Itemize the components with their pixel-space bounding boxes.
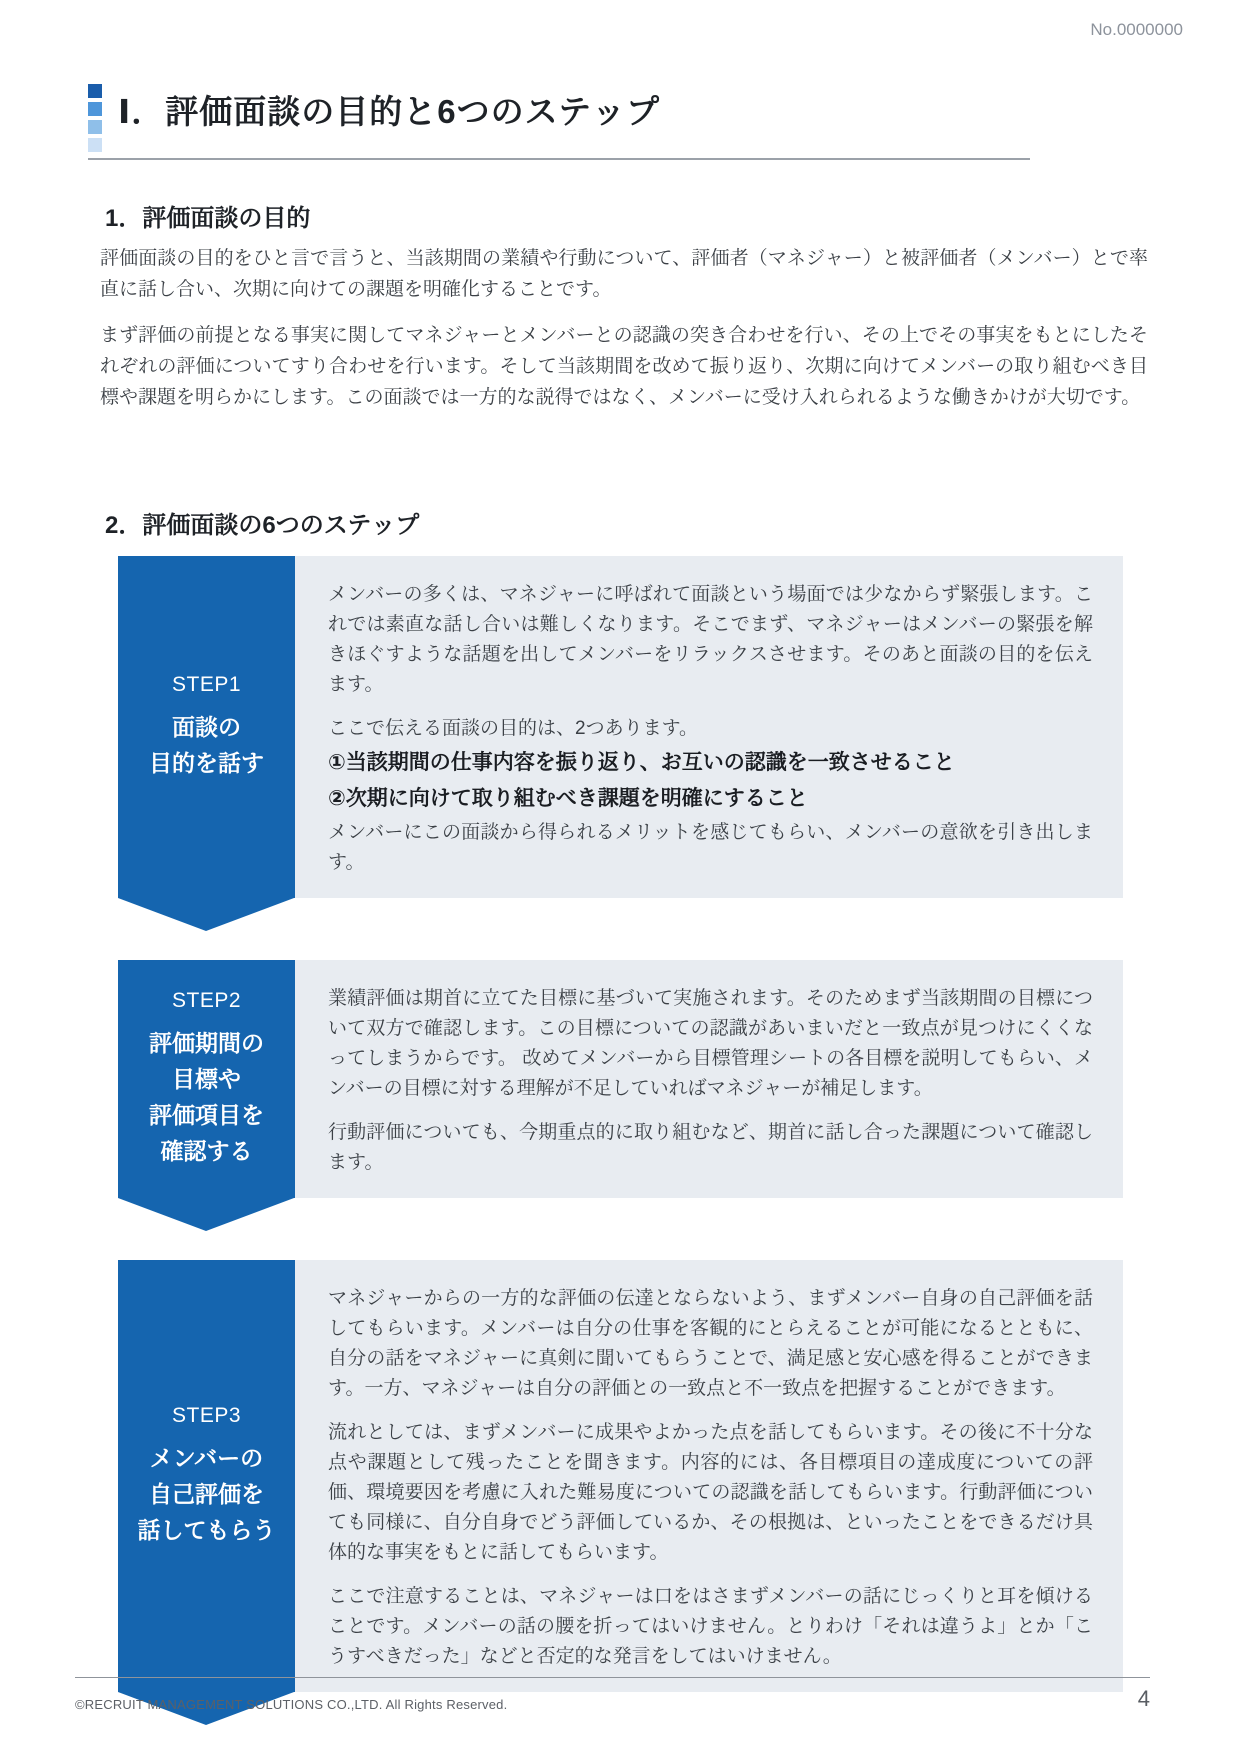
section1-paragraphs — [100, 243, 1148, 428]
step3-title-line: メンバーの — [149, 1445, 264, 1471]
title-block — [88, 84, 660, 152]
step1-arrow — [118, 556, 295, 898]
step1-label: STEP1 — [171, 673, 242, 696]
accent-square-1 — [88, 84, 102, 98]
steps-list — [118, 556, 1123, 1754]
footer-copyright: ©RECRUIT MANAGEMENT SOLUTIONS CO.,LTD. All Rights Reserved. — [75, 1697, 508, 1712]
title-accent-squares — [88, 84, 102, 152]
step2-title-line: 目標や — [172, 1066, 241, 1092]
step2-content — [295, 960, 1123, 1198]
step2-paragraph: 行動評価についても、今期重点的に取り組むなど、期首に話し合った課題について確認します。 — [328, 1122, 1093, 1173]
step1-bold-point-1: ①当該期間の仕事内容を振り返り、お互いの認識を一致させること — [328, 751, 955, 774]
section1-heading: 1．評価面談の目的 — [105, 205, 311, 232]
step3-label: STEP3 — [171, 1404, 242, 1427]
step1-paragraph: メンバーの多くは、マネジャーに呼ばれて面談という場面では少なからず緊張します。これでは素直な話し合いは難しくなります。そこでまず、マネジャーはメンバーの緊張を解きほぐすような話題を出してメンバーをリラックスさせます。そのあと面談の目的を伝えます。 — [328, 584, 1093, 695]
step2-label: STEP2 — [171, 989, 242, 1012]
step2-title — [149, 1025, 264, 1169]
step3-arrow — [118, 1260, 295, 1692]
footer-divider — [75, 1677, 1150, 1678]
step2-arrow — [118, 960, 295, 1198]
accent-square-3 — [88, 120, 102, 134]
section2-heading: 2．評価面談の6つのステップ — [105, 512, 420, 539]
section1-paragraph: まず評価の前提となる事実に関してマネジャーとメンバーとの認識の突き合わせを行い、その上でその事実をもとにしたそれぞれの評価についてすり合わせを行います。そして当該期間を改めて振り返り、次期に向けてメンバーの取り組むべき目標や課題を明らかにします。この面談では一方的な説得ではなく、メンバーに受け入れられるような働きかけが大切です。 — [100, 325, 1148, 408]
page-number: 4 — [1137, 1686, 1150, 1711]
step1-title-line: 目的を話す — [149, 750, 264, 776]
step1-bold-point-2: ②次期に向けて取り組むべき課題を明確にすること — [328, 787, 808, 810]
title-underline — [88, 158, 1030, 160]
accent-square-4 — [88, 138, 102, 152]
step-row-2 — [118, 960, 1123, 1198]
page-title: Ⅰ．評価面談の目的と6つのステップ — [118, 93, 660, 130]
step3-content — [295, 1260, 1123, 1692]
step1-content — [295, 556, 1123, 898]
step1-paragraph: メンバーにこの面談から得られるメリットを感じてもらい、メンバーの意欲を引き出します。 — [328, 822, 1093, 873]
step3-paragraph: 流れとしては、まずメンバーに成果やよかった点を話してもらいます。その後に不十分な点や課題として残ったことを聞きます。内容的には、各目標項目の達成度についての評価、環境要因を考慮に入れた難易度についての認識を話してもらいます。行動評価についても同様に、自分自身でどう評価しているか、その根拠は、といったことをできるだけ具体的な事実をもとに話してもらいます。 — [328, 1422, 1093, 1563]
step2-title-line: 確認する — [160, 1138, 253, 1164]
step3-paragraph: マネジャーからの一方的な評価の伝達とならないよう、まずメンバー自身の自己評価を話してもらいます。メンバーは自分の仕事を客観的にとらえることが可能になるとともに、自分の話をマネジャーに真剣に聞いてもらうことで、満足感と安心感を得ることができます。一方、マネジャーは自分の評価との一致点と不一致点を把握することができます。 — [328, 1288, 1093, 1399]
step1-title-line: 面談の — [172, 714, 241, 740]
step3-paragraph: ここで注意することは、マネジャーは口をはさまずメンバーの話にじっくりと耳を傾けることです。メンバーの話の腰を折ってはいけません。とりわけ「それは違うよ」とか「こうすべきだった」などと否定的な発言をしてはいけません。 — [328, 1586, 1093, 1667]
step-row-1 — [118, 556, 1123, 898]
step1-paragraph: ここで伝える面談の目的は、2つあります。 — [328, 718, 699, 739]
step-row-3 — [118, 1260, 1123, 1692]
step2-title-line: 評価項目を — [149, 1102, 264, 1128]
step2-paragraph: 業績評価は期首に立てた目標に基づいて実施されます。そのためまず当該期間の目標について双方で確認します。この目標についての認識があいまいだと一致点が見つけにくくなってしまうからです。 改めてメンバーから目標管理シートの各目標を説明してもらい、メンバーの目標に対する理解が不足していればマネジャーが補足します。 — [328, 988, 1093, 1099]
step3-title-line: 自己評価を — [149, 1481, 264, 1507]
step2-title-line: 評価期間の — [149, 1030, 264, 1056]
step3-title-line: 話してもらう — [137, 1517, 276, 1543]
accent-square-2 — [88, 102, 102, 116]
section1-paragraph: 評価面談の目的をひと言で言うと、当該期間の業績や行動について、評価者（マネジャー）と被評価者（メンバー）とで率直に話し合い、次期に向けての課題を明確化することです。 — [100, 248, 1148, 300]
step1-title — [149, 709, 264, 781]
doc-number: No.0000000 — [1090, 20, 1183, 39]
step3-title — [138, 1440, 276, 1548]
